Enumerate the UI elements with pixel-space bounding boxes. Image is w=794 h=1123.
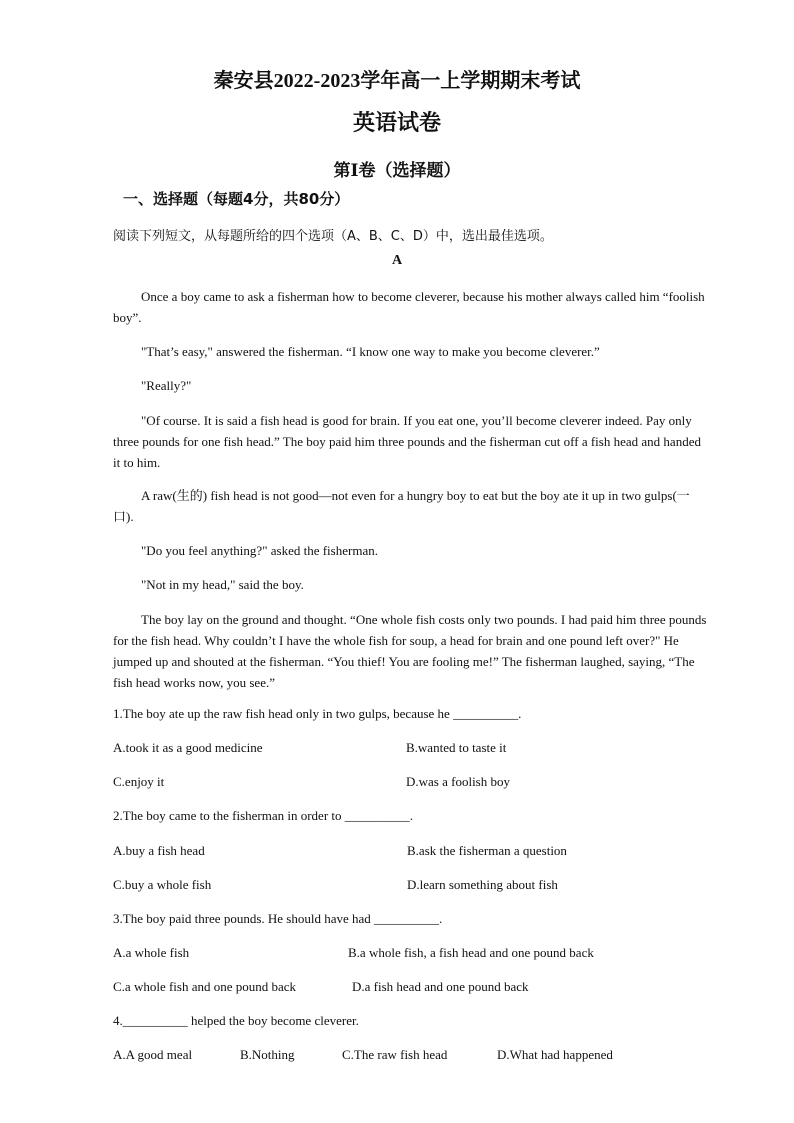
passage-paragraph: Once a boy came to ask a fisherman how to become cleverer, because his mother always called him “foolish boy”. [113, 289, 705, 325]
exam-title: 秦安县2022-2023学年高一上学期期末考试 [213, 70, 581, 92]
question-option[interactable]: A.A good meal [113, 1047, 193, 1062]
question-option[interactable]: A.buy a fish head [113, 843, 205, 858]
passage-paragraph: "Not in my head," said the boy. [141, 577, 304, 592]
question-option[interactable]: D.learn something about fish [407, 877, 558, 892]
question-option[interactable]: A.took it as a good medicine [113, 740, 263, 755]
question-option[interactable]: D.What had happened [497, 1047, 613, 1062]
question-stem: 1.The boy ate up the raw fish head only in two gulps, because he __________. [113, 706, 522, 721]
question-option[interactable]: D.was a foolish boy [406, 774, 510, 789]
passage-paragraph: The boy lay on the ground and thought. “One whole fish costs only two pounds. I had paid him three pounds for the fish head. Why couldn’t I have the whole fish for soup, a head for brain and one pound left over?" He jumped up and shouted at the fisherman. “You thief! You are fooling me!” The fisherman laughed, saying, “The fish head works now, you see.” [113, 612, 707, 690]
section-heading: 一、选择题（每题4分，共80分） [123, 190, 350, 208]
passage-paragraph: A raw(生的) fish head is not good—not even for a hungry boy to eat but the boy ate it up in two gulps(一口). [113, 488, 690, 524]
question-stem: 3.The boy paid three pounds. He should have had __________. [113, 911, 443, 926]
question-option[interactable]: B.Nothing [240, 1047, 295, 1062]
question-stem: 4.__________ helped the boy become cleverer. [113, 1013, 359, 1028]
question-option[interactable]: C.buy a whole fish [113, 877, 212, 892]
question-option[interactable]: C.a whole fish and one pound back [113, 979, 297, 994]
question-option[interactable]: A.a whole fish [113, 945, 190, 960]
question-stem: 2.The boy came to the fisherman in order to __________. [113, 808, 414, 823]
question-option[interactable]: B.ask the fisherman a question [407, 843, 567, 858]
volume-title: 第Ⅰ卷（选择题） [333, 161, 461, 180]
passage-label: A [391, 253, 403, 268]
question-option[interactable]: C.The raw fish head [342, 1047, 448, 1062]
subject-title: 英语试卷 [352, 110, 441, 135]
question-option[interactable]: C.enjoy it [113, 774, 165, 789]
passage-paragraph: "Of course. It is said a fish head is good for brain. If you eat one, you’ll become cleverer indeed. Pay only three pounds for one fish head.” The boy paid him three pounds and the fisherman cut off a fish head and handed it to him. [113, 413, 701, 470]
question-option[interactable]: B.wanted to taste it [406, 740, 507, 755]
passage-paragraph: "That’s easy," answered the fisherman. “I know one way to make you become cleverer.” [141, 344, 600, 359]
passage-paragraph: "Really?" [141, 378, 192, 393]
question-option[interactable]: B.a whole fish, a fish head and one pound back [348, 945, 594, 960]
question-option[interactable]: D.a fish head and one pound back [352, 979, 529, 994]
passage-paragraph: "Do you feel anything?" asked the fisherman. [141, 543, 378, 558]
instruction-text: 阅读下列短文，从每题所给的四个选项（A、B、C、D）中，选出最佳选项。 [113, 229, 553, 244]
